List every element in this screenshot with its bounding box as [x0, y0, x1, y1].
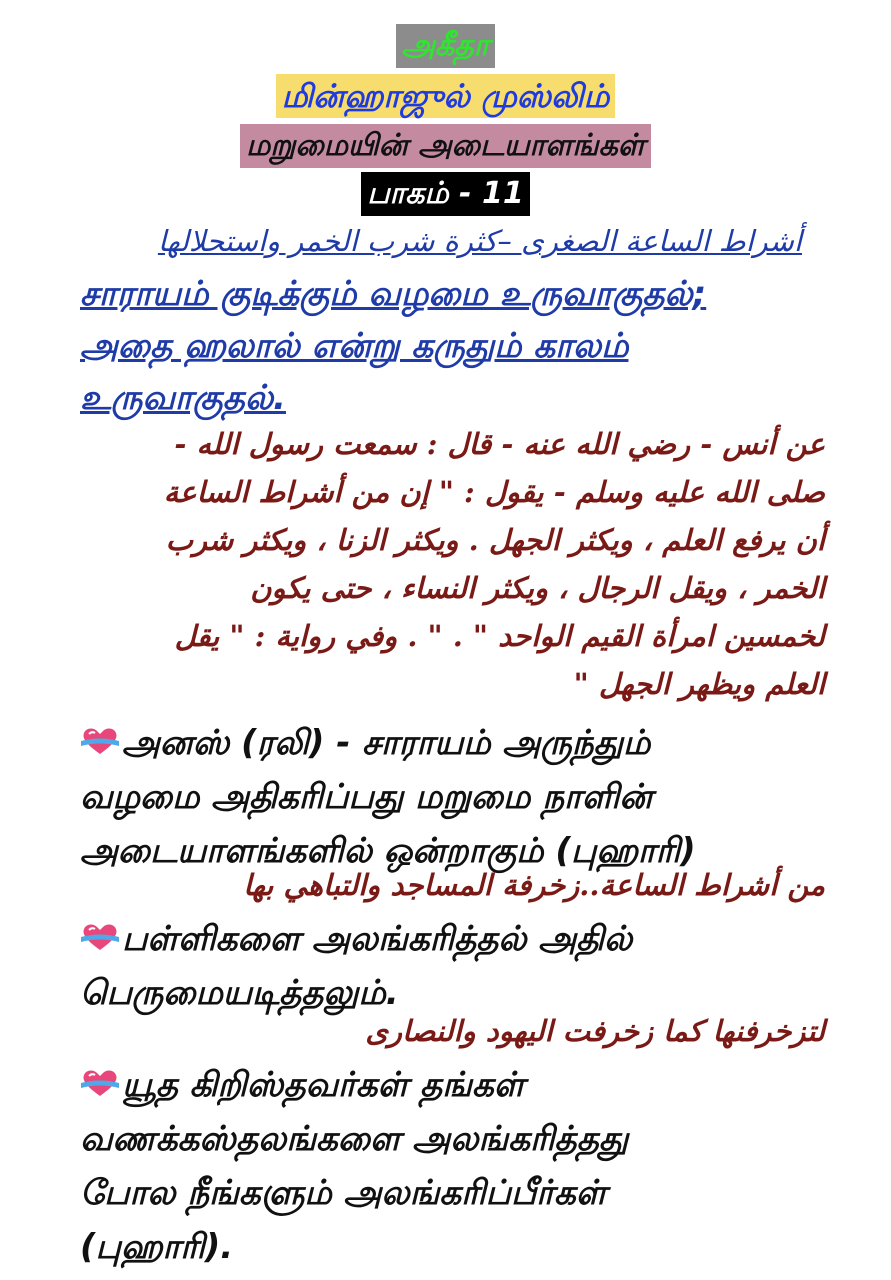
- tamil-heading: [80, 268, 820, 424]
- title-minhajul-muslim: மின்ஹாஜுல் முஸ்லிம்: [276, 74, 616, 118]
- paragraph-anas: [80, 716, 840, 878]
- heart-ribbon-icon: [80, 1068, 120, 1098]
- title-row-1: [0, 24, 891, 68]
- title-signs-of-hereafter: மறுமையின் அடையாளங்கள்: [240, 124, 651, 168]
- hadith-line: أن يرفع العلم ، ويكثر الجهل . ويكثر الزنا ، ويكثر شرب: [165, 523, 825, 557]
- paragraph-jews-christians: [80, 1058, 840, 1274]
- arabic-heading: أشراط الساعة الصغرى –كثرة شرب الخمر واستحلالها: [157, 224, 802, 258]
- title-row-4: [0, 172, 891, 216]
- paragraph-mosques: [80, 912, 840, 1020]
- heart-ribbon-icon: [80, 922, 120, 952]
- tamil-heading-line: அதை ஹலால் என்று கருதும் காலம்: [80, 326, 629, 366]
- title-row-3: [0, 124, 891, 168]
- paragraph-line: பெருமையடித்தலும்.: [80, 973, 399, 1013]
- hadith-line: لخمسين امرأة القيم الواحد " . " . وفي رواية : " يقل: [174, 619, 825, 653]
- arabic-jews-christians: لتزخرفنها كما زخرفت اليهود والنصارى: [365, 1014, 825, 1048]
- heart-ribbon-icon: [80, 726, 120, 756]
- paragraph-line: பள்ளிகளை அலங்கரித்தல் அதில்: [122, 919, 633, 959]
- tamil-heading-line: உருவாகுதல்.: [80, 378, 286, 418]
- tamil-heading-line: சாராயம் குடிக்கும் வழமை உருவாகுதல்;: [80, 274, 707, 314]
- title-aqeedah: அகீதா: [396, 24, 496, 68]
- paragraph-line: வணக்கஸ்தலங்களை அலங்கரித்தது: [80, 1119, 629, 1159]
- arabic-mosque-decoration: من أشراط الساعة..زخرفة المساجد والتباهي بها: [243, 868, 825, 902]
- hadith-line: الخمر ، ويقل الرجال ، ويكثر النساء ، حتى يكون: [250, 571, 825, 605]
- paragraph-line: அனஸ் (ரலி) - சாராயம் அருந்தும்: [122, 723, 651, 763]
- hadith-line: عن أنس - رضي الله عنه - قال : سمعت رسول الله -: [174, 427, 825, 461]
- paragraph-line: வழமை அதிகரிப்பது மறுமை நாளின்: [80, 777, 653, 817]
- paragraph-line: அடையாளங்களில் ஒன்றாகும் (புஹாரி): [80, 831, 696, 871]
- hadith-line: صلى الله عليه وسلم - يقول : " إن من أشراط الساعة: [163, 475, 825, 509]
- paragraph-line: யூத கிறிஸ்தவர்கள் தங்கள்: [122, 1065, 525, 1105]
- hadith-arabic: [85, 420, 825, 708]
- paragraph-line: போல நீங்களும் அலங்கரிப்பீர்கள்: [80, 1173, 607, 1213]
- paragraph-line: (புஹாரி).: [80, 1227, 234, 1267]
- title-part-number: பாகம் - 11: [361, 172, 529, 216]
- hadith-line: العلم ويظهر الجهل ": [573, 667, 825, 701]
- title-row-2: [0, 74, 891, 118]
